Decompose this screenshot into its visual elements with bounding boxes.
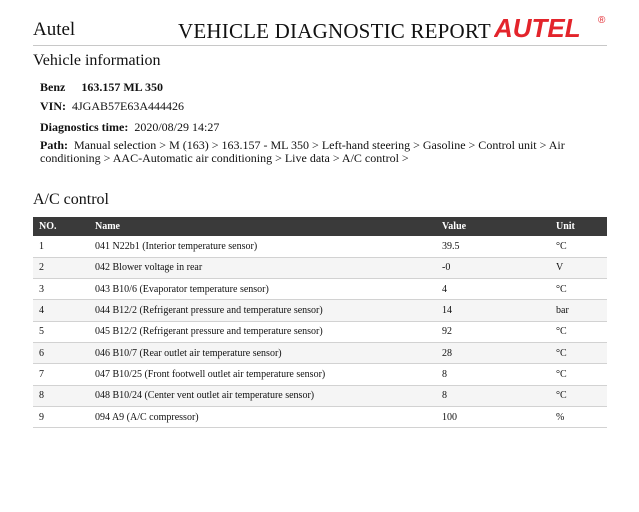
row-value: 8 [436, 385, 550, 406]
row-no: 3 [33, 279, 89, 300]
row-no: 8 [33, 385, 89, 406]
path-line [40, 139, 600, 165]
row-unit: % [550, 406, 607, 427]
path-value: Manual selection > M (163) > 163.157 - ML 350 > Left-hand steering > Gasoline > Control unit > Air conditioning > AAC-Automatic air conditioning > Live data > A/C control > [40, 138, 565, 165]
vehicle-make: Benz [40, 80, 66, 94]
table-row [33, 385, 607, 406]
row-unit: °C [550, 279, 607, 300]
vehicle-model: 163.157 ML 350 [81, 80, 164, 94]
row-value: -0 [436, 257, 550, 278]
header-divider [33, 45, 607, 46]
row-name: 048 B10/24 (Center vent outlet air temperature sensor) [89, 385, 436, 406]
table-row [33, 257, 607, 278]
table-row [33, 342, 607, 363]
vin-label: VIN: [40, 99, 66, 113]
row-value: 8 [436, 364, 550, 385]
row-no: 2 [33, 257, 89, 278]
row-value: 100 [436, 406, 550, 427]
diagnostics-time-line [40, 120, 219, 135]
row-value: 4 [436, 279, 550, 300]
row-name: 044 B12/2 (Refrigerant pressure and temperature sensor) [89, 300, 436, 321]
row-unit: °C [550, 236, 607, 257]
logo-registered-mark: ® [598, 15, 606, 26]
report-title: VEHICLE DIAGNOSTIC REPORT [178, 19, 491, 43]
table-row [33, 236, 607, 257]
row-name: 046 B10/7 (Rear outlet air temperature sensor) [89, 342, 436, 363]
row-value: 39.5 [436, 236, 550, 257]
row-no: 5 [33, 321, 89, 342]
column-header-no: NO. [33, 217, 89, 236]
table-row [33, 300, 607, 321]
row-no: 1 [33, 236, 89, 257]
row-value: 28 [436, 342, 550, 363]
row-name: 047 B10/25 (Front footwell outlet air temperature sensor) [89, 364, 436, 385]
row-name: 043 B10/6 (Evaporator temperature sensor) [89, 279, 436, 300]
row-unit: V [550, 257, 607, 278]
row-unit: °C [550, 321, 607, 342]
ac-control-table [33, 217, 607, 428]
row-unit: °C [550, 385, 607, 406]
row-unit: bar [550, 300, 607, 321]
row-name: 041 N22b1 (Interior temperature sensor) [89, 236, 436, 257]
row-no: 6 [33, 342, 89, 363]
row-no: 7 [33, 364, 89, 385]
row-value: 92 [436, 321, 550, 342]
table-header-row [33, 217, 607, 236]
row-no: 9 [33, 406, 89, 427]
table-row [33, 364, 607, 385]
diagnostics-time-value: 2020/08/29 14:27 [134, 120, 220, 134]
row-name: 045 B12/2 (Refrigerant pressure and temperature sensor) [89, 321, 436, 342]
logo-text: AUTEL [494, 13, 581, 42]
table-row [33, 279, 607, 300]
row-unit: °C [550, 364, 607, 385]
table-row [33, 406, 607, 427]
column-header-value: Value [436, 217, 550, 236]
ac-control-title: A/C control [33, 191, 109, 208]
vehicle-model-line [40, 80, 163, 95]
vin-line [40, 99, 184, 114]
row-name: 042 Blower voltage in rear [89, 257, 436, 278]
vin-value: 4JGAB57E63A444426 [72, 99, 185, 113]
column-header-unit: Unit [550, 217, 607, 236]
table-row [33, 321, 607, 342]
autel-logo [494, 12, 610, 42]
row-name: 094 A9 (A/C compressor) [89, 406, 436, 427]
diagnostics-time-label: Diagnostics time: [40, 120, 129, 134]
vehicle-info-title: Vehicle information [33, 52, 161, 69]
column-header-name: Name [89, 217, 436, 236]
path-label: Path: [40, 138, 68, 152]
brand-name: Autel [33, 19, 76, 40]
row-value: 14 [436, 300, 550, 321]
row-no: 4 [33, 300, 89, 321]
row-unit: °C [550, 342, 607, 363]
